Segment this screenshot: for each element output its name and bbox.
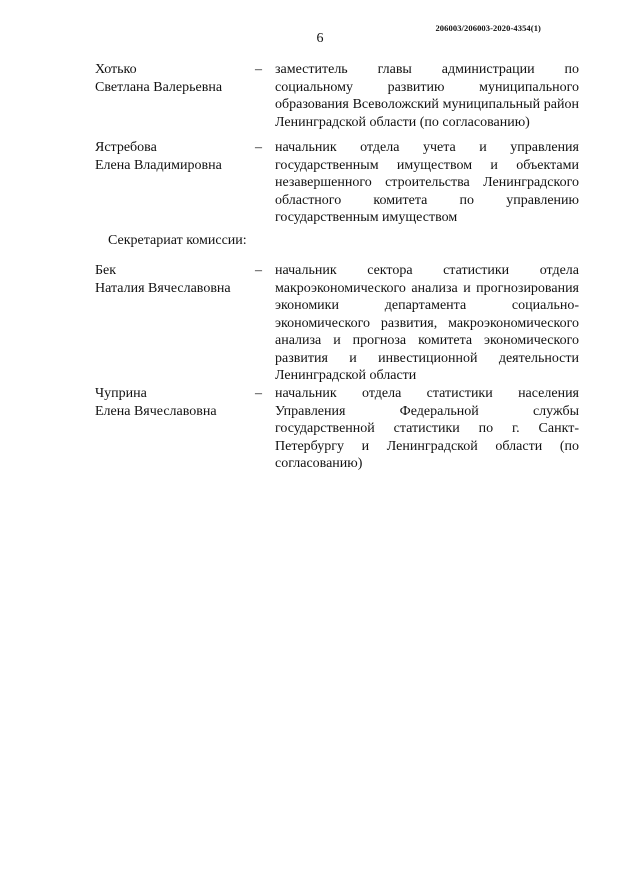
member-name [95,385,255,420]
member-given-names: Светлана Валерьевна [95,79,223,95]
member-name [95,61,255,96]
member-given-names: Наталия Вячеславовна [95,280,231,296]
dash-separator: – [255,263,262,278]
dash-separator: – [255,62,262,77]
member-name [95,262,255,297]
member-position: заместитель главы администрации по социальному развитию муниципального образования Всеволожский муниципальный район Ленинградской области (по согласованию) [275,62,579,130]
page-number: 6 [316,31,324,46]
member-given-names: Елена Вячеславовна [95,403,217,419]
dash-separator: – [255,140,262,155]
dash-separator: – [255,386,262,401]
secretariat-heading: Секретариат комиссии: [108,233,247,248]
member-position: начальник отдела учета и управления государственным имуществом и объектами незавершенного строительства Ленинградского областного комитета по управлению государственным имуществом [275,140,579,225]
document-id: 206003/206003-2020-4354(1) [435,23,541,33]
member-position: начальник отдела статистики населения Управления Федеральной службы государственной статистики по г. Санкт-Петербургу и Ленинградской области (по согласованию) [275,386,579,471]
member-surname: Чуприна [95,386,147,401]
member-surname: Хотько [95,62,137,77]
member-surname: Бек [95,263,117,278]
member-given-names: Елена Владимировна [95,157,222,173]
member-name [95,139,255,174]
member-surname: Ястребова [95,140,157,155]
member-position: начальник сектора статистики отдела макроэкономического анализа и прогнозирования экономики департамента социально-экономического развития, макроэкономического анализа и прогноза комитета экономического развития и инвестиционной деятельности Ленинградской области [275,263,579,383]
